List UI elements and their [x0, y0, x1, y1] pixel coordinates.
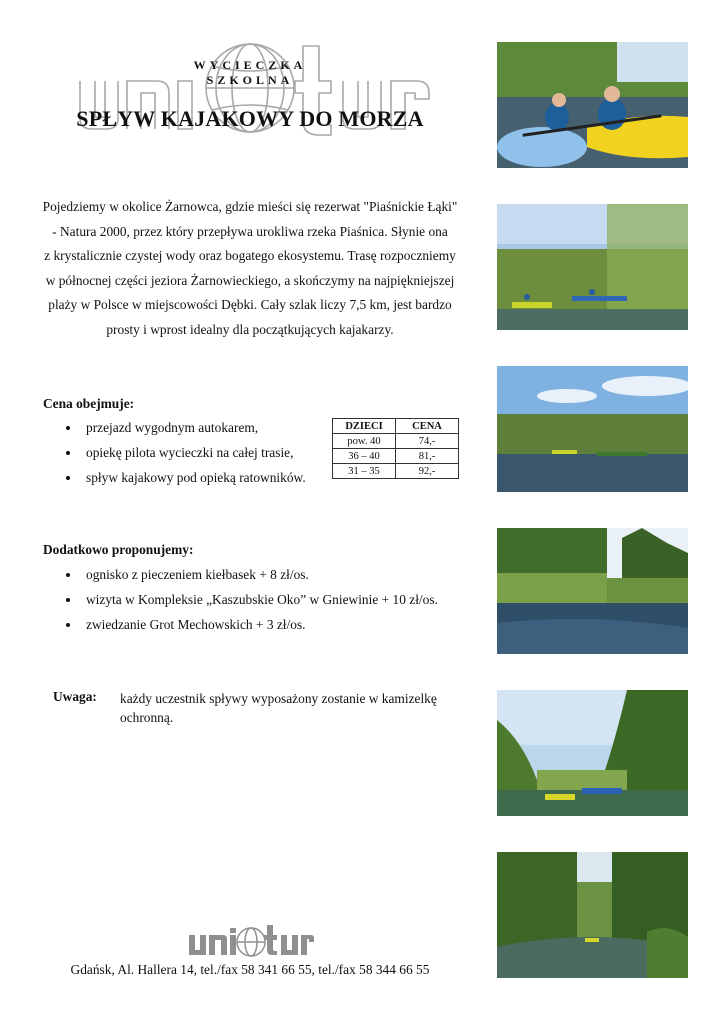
- kayaks-among-reeds-photo: [497, 204, 688, 330]
- extras-list: [64, 565, 464, 640]
- table-cell: 92,-: [396, 464, 459, 479]
- list-item: spływ kajakowy pod opieką ratowników.: [64, 468, 334, 493]
- extras-heading: Dodatkowo proponujemy:: [43, 542, 194, 557]
- table-cell: 31 – 35: [333, 464, 396, 479]
- table-header: CENA: [396, 419, 459, 434]
- intro-line: plaży w Polsce w miejscowości Dębki. Cały szlak liczy 7,5 km, jest bardzo: [48, 297, 452, 312]
- list-item: zwiedzanie Grot Mechowskich + 3 zł/os.: [64, 615, 464, 640]
- intro-line: z krystalicznie czystej wody oraz bogatego ekosystemu. Trasę rozpoczniemy: [44, 248, 456, 263]
- kayaks-river-bend-photo: [497, 690, 688, 816]
- price-table: [332, 418, 459, 479]
- list-item: ognisko z pieczeniem kiełbasek + 8 zł/os.: [64, 565, 464, 590]
- list-item: przejazd wygodnym autokarem,: [64, 418, 334, 443]
- price-heading: Cena obejmuje:: [43, 396, 135, 411]
- list-item: opiekę pilota wycieczki na całej trasie,: [64, 443, 334, 468]
- table-cell: pow. 40: [333, 434, 396, 449]
- page-title: SPŁYW KAJAKOWY DO MORZA: [76, 106, 424, 131]
- table-cell: 74,-: [396, 434, 459, 449]
- header-kicker: WYCIECZKA SZKOLNA: [193, 58, 307, 87]
- river-narrow-forest-photo: [497, 852, 688, 978]
- kayakers-closeup-photo: [497, 42, 688, 168]
- intro-line: prosty i wprost idealny dla początkujących kajakarzy.: [106, 321, 394, 337]
- intro-line: Pojedziemy w okolice Żarnowca, gdzie mieści się rezerwat "Piaśnickie Łąki": [42, 199, 458, 214]
- table-header-row: [333, 419, 459, 434]
- intro-paragraph: [35, 195, 465, 342]
- price-included-list: [64, 418, 334, 493]
- note-label: Uwaga:: [53, 689, 97, 704]
- footer-address: Gdańsk, Al. Hallera 14, tel./fax 58 341 66 55, tel./fax 58 344 66 55: [70, 962, 430, 977]
- table-cell: 36 – 40: [333, 449, 396, 464]
- table-row: [333, 464, 459, 479]
- table-cell: 81,-: [396, 449, 459, 464]
- table-row: [333, 449, 459, 464]
- river-forest-photo: [497, 528, 688, 654]
- unitur-footer-logo: [187, 923, 315, 959]
- list-item: wizyta w Kompleksie „Kaszubskie Oko” w Gniewinie + 10 zł/os.: [64, 590, 464, 615]
- intro-line: - Natura 2000, przez który przepływa urokliwa rzeka Piaśnica. Słynie ona: [52, 223, 448, 239]
- intro-line: w północnej części jeziora Żarnowieckiego, a skończymy na najpiękniejszej: [45, 272, 455, 288]
- kayaks-river-reeds-photo: [497, 366, 688, 492]
- table-row: [333, 434, 459, 449]
- note-text: każdy uczestnik spływy wyposażony zostanie w kamizelkę ochronną.: [120, 691, 437, 725]
- table-header: DZIECI: [333, 419, 396, 434]
